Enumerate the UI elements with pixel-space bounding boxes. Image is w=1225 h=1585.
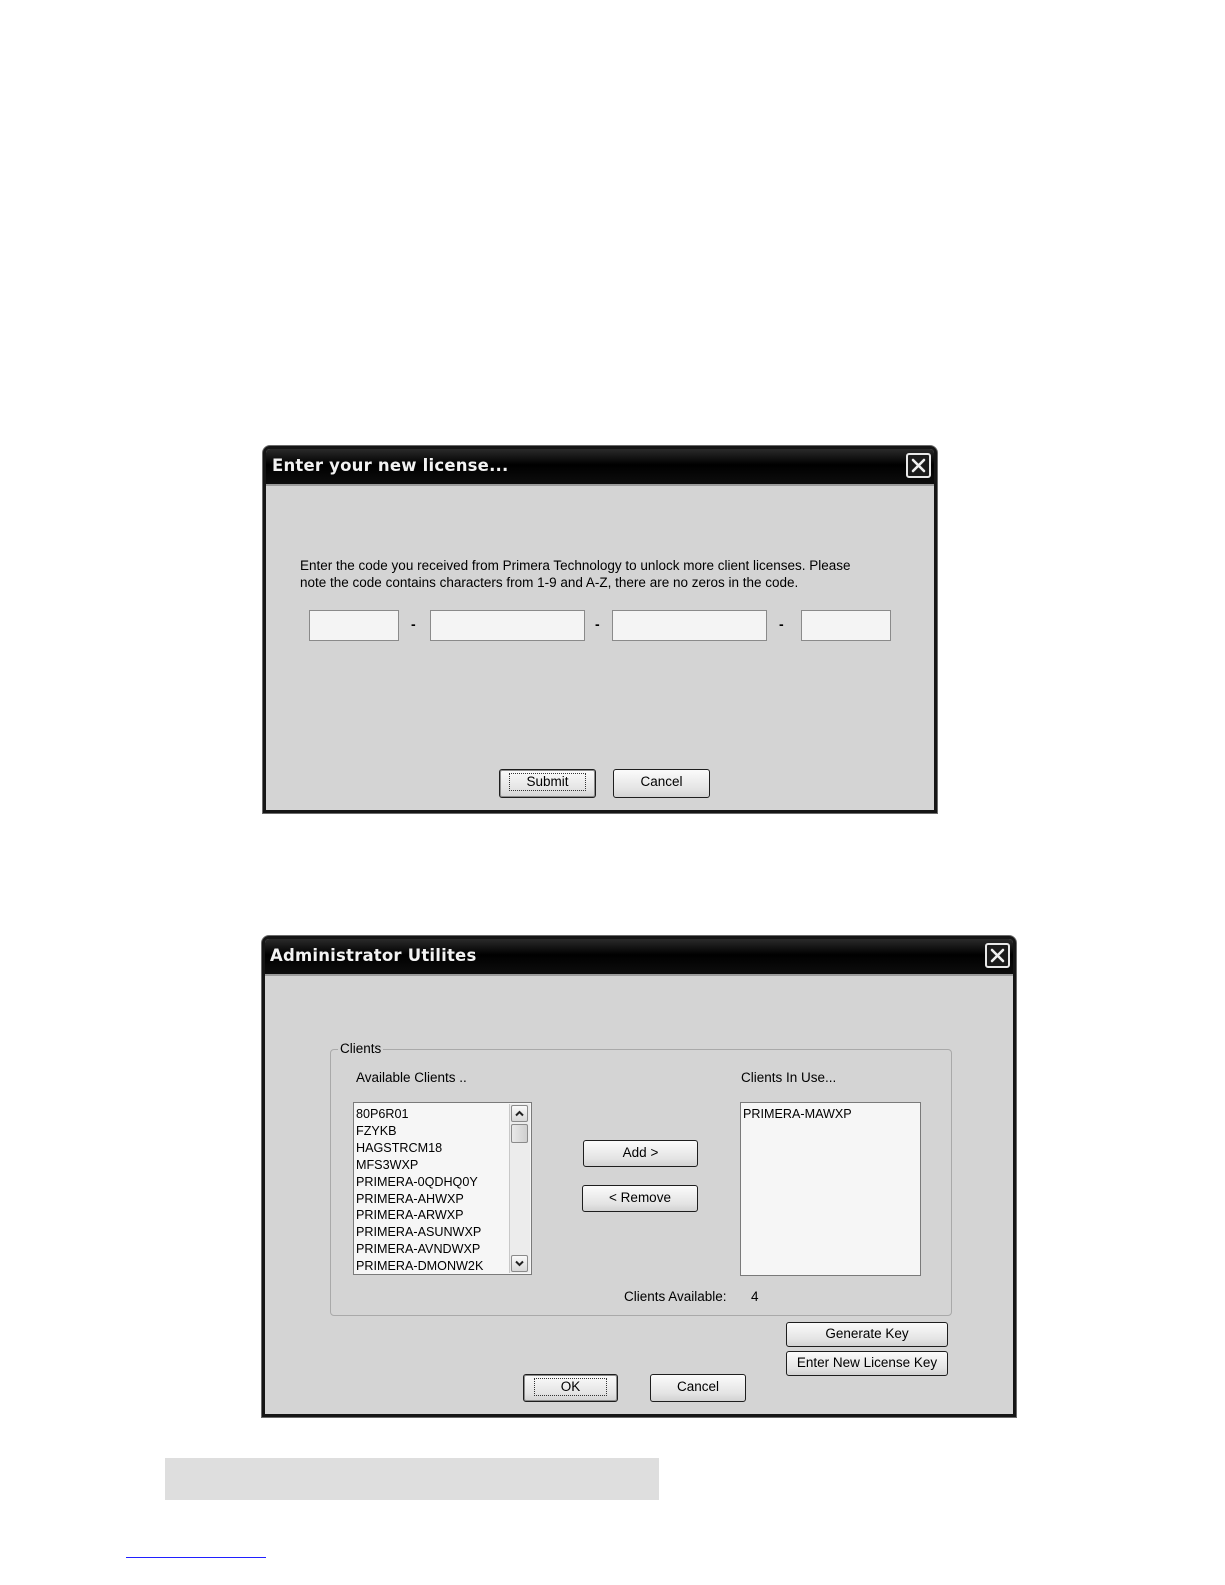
instruction-text-line1: Enter the code you received from Primera Technology to unlock more client licenses. Please (300, 558, 851, 573)
list-item[interactable]: PRIMERA-ARWXP (356, 1208, 464, 1223)
list-item[interactable]: PRIMERA-AVNDWXP (356, 1242, 481, 1257)
ok-button[interactable] (523, 1374, 618, 1402)
admin-dialog-title: Administrator Utilites (270, 946, 477, 965)
instruction-text-line2: note the code contains characters from 1-9 and A-Z, there are no zeros in the code. (300, 575, 799, 590)
add-client-button-label: Add > (622, 1145, 659, 1160)
license-dialog-close-button[interactable] (906, 453, 931, 478)
license-dialog-body (266, 484, 934, 810)
footer-rule (126, 1557, 266, 1558)
code-separator: - (595, 616, 600, 632)
clients-available-label: Clients Available: (624, 1289, 727, 1304)
list-item[interactable]: 80P6R01 (356, 1107, 409, 1121)
license-code-field-1[interactable] (309, 610, 399, 641)
list-item[interactable]: PRIMERA-0QDHQ0Y (356, 1174, 478, 1189)
add-client-button[interactable] (583, 1140, 698, 1167)
submit-button[interactable] (499, 769, 596, 798)
license-code-field-4[interactable] (801, 610, 891, 641)
admin-dialog-close-button[interactable] (985, 943, 1010, 968)
remove-client-button-label: < Remove (609, 1190, 671, 1205)
code-separator: - (779, 616, 784, 632)
clients-group-label: Clients (340, 1041, 382, 1056)
license-code-field-2[interactable] (430, 610, 585, 641)
admin-dialog (262, 936, 1016, 1417)
list-item[interactable]: PRIMERA-AHWXP (356, 1191, 464, 1206)
scroll-up-button[interactable] (511, 1105, 528, 1122)
chevron-up-icon (515, 1110, 524, 1117)
available-clients-items (356, 1106, 509, 1275)
available-clients-scrollbar[interactable] (509, 1104, 530, 1273)
license-cancel-button[interactable] (613, 769, 710, 798)
ok-button-label: OK (534, 1378, 608, 1396)
license-cancel-button-label: Cancel (640, 774, 683, 789)
list-item[interactable]: PRIMERA-DMONW2K (356, 1259, 484, 1274)
enter-new-license-key-button-label: Enter New License Key (796, 1355, 938, 1370)
remove-client-button[interactable] (582, 1185, 698, 1212)
clients-in-use-items (743, 1106, 918, 1123)
generate-key-button-label: Generate Key (825, 1326, 909, 1341)
footer-gray-bar (165, 1458, 659, 1500)
list-item[interactable]: PRIMERA-MAWXP (743, 1107, 852, 1121)
clients-available-count: 4 (751, 1289, 759, 1304)
admin-dialog-titlebar[interactable] (265, 939, 1013, 974)
license-dialog-titlebar[interactable] (266, 449, 934, 484)
list-item[interactable]: HAGSTRCM18 (356, 1140, 443, 1155)
close-icon (990, 948, 1005, 963)
list-item[interactable]: MFS3WXP (356, 1157, 419, 1172)
license-dialog (263, 446, 937, 813)
code-separator: - (411, 616, 416, 632)
available-clients-list[interactable] (353, 1102, 532, 1275)
license-code-field-3[interactable] (612, 610, 767, 641)
chevron-down-icon (515, 1260, 524, 1267)
close-icon (911, 458, 926, 473)
admin-cancel-button[interactable] (650, 1374, 746, 1402)
scroll-down-button[interactable] (511, 1255, 528, 1272)
admin-cancel-button-label: Cancel (676, 1379, 720, 1394)
generate-key-button[interactable] (786, 1322, 948, 1347)
list-item[interactable]: FZYKB (356, 1123, 397, 1138)
clients-in-use-label: Clients In Use... (741, 1070, 837, 1085)
clients-in-use-list[interactable] (740, 1102, 921, 1276)
enter-new-license-key-button[interactable] (786, 1351, 948, 1376)
scroll-thumb[interactable] (511, 1124, 528, 1143)
admin-dialog-body (265, 974, 1013, 1414)
list-item[interactable]: PRIMERA-ASUNWXP (356, 1225, 482, 1240)
license-dialog-title: Enter your new license... (272, 456, 509, 475)
available-clients-label: Available Clients .. (356, 1070, 467, 1085)
submit-button-label: Submit (509, 773, 585, 791)
